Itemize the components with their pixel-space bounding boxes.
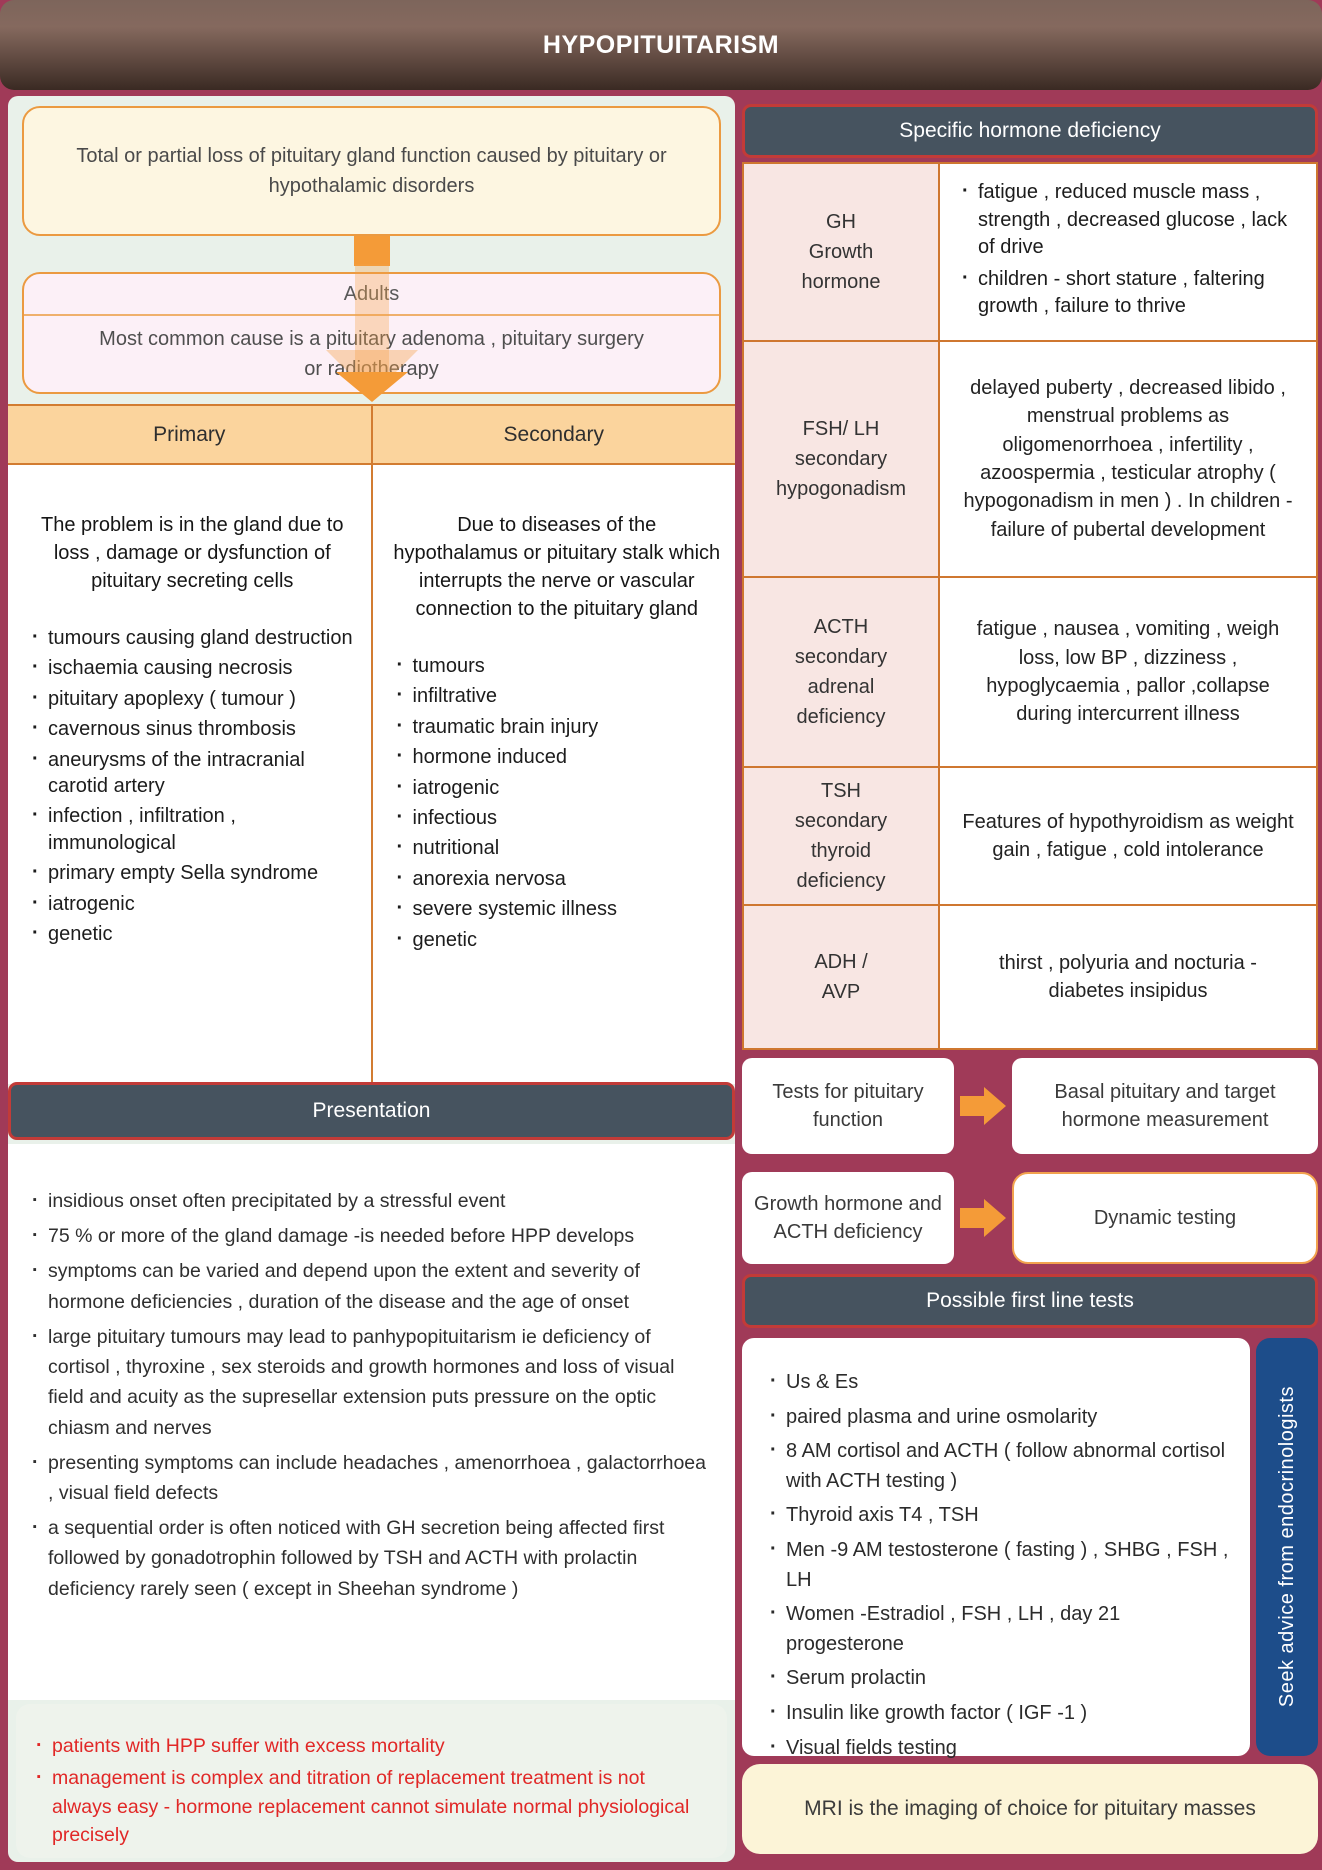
adults-label: Adults <box>24 274 719 316</box>
presentation-header-label: Presentation <box>312 1099 431 1122</box>
bullet-item: · severe systemic illness <box>393 896 726 922</box>
right-arrow-icon <box>954 1172 1012 1264</box>
definition-text: Total or partial loss of pituitary gland function caused by pituitary or hypothalamic disorders <box>76 145 667 197</box>
dynamic-testing-flow-row <box>742 1172 1318 1264</box>
adults-text: Most common cause is a pituitary adenoma , pituitary surgery or radiotherapy <box>99 328 644 380</box>
bullet-item: · cavernous sinus thrombosis <box>28 716 361 742</box>
hormone-name: FSH/ LH secondary hypogonadism <box>744 342 940 576</box>
secondary-intro: Due to diseases of the hypothalamus or pituitary stalk which interrupts the nerve or vascular connection to the pituitary gland <box>393 514 721 620</box>
endocrinologist-advice-bar <box>1256 1338 1318 1756</box>
hormone-name: ACTH secondary adrenal deficiency <box>744 578 940 766</box>
bullet-item: · tumours <box>393 653 726 679</box>
gh-acth-deficiency-label: Growth hormone and ACTH deficiency <box>754 1193 942 1243</box>
primary-header: Primary <box>8 406 373 463</box>
primary-intro: The problem is in the gland due to loss , damage or dysfunction of pituitary secreting cells <box>41 514 344 592</box>
hormone-symptoms: delayed puberty , decreased libido , menstrual problems as oligomenorrhoea , infertility , azoospermia , testicular atrophy ( hypogonadism in men ) . In children - failure of pubertal development <box>963 376 1293 541</box>
bullet-item: · nutritional <box>393 835 726 861</box>
hormone-symptoms: thirst , polyuria and nocturia - diabetes insipidus <box>999 951 1257 1002</box>
basal-pituitary-box <box>1012 1058 1318 1154</box>
first-line-tests-header <box>742 1274 1318 1328</box>
hormone-name: TSH secondary thyroid deficiency <box>744 768 940 904</box>
first-line-tests-list <box>766 1368 1236 1763</box>
bullet-item: · children - short stature , faltering growth , failure to thrive <box>958 266 1302 321</box>
secondary-header: Secondary <box>503 422 604 446</box>
causes-table-header <box>8 404 735 465</box>
arrow-shaft <box>960 1208 984 1228</box>
hormone-row <box>744 578 1316 768</box>
causes-table <box>8 404 735 1084</box>
bullet-item: · Men -9 AM testosterone ( fasting ) , SHBG , FSH , LH <box>766 1536 1236 1595</box>
secondary-cell <box>373 465 736 1084</box>
warning-box <box>16 1704 727 1858</box>
title-bar <box>0 0 1322 90</box>
down-arrow-top <box>354 236 390 266</box>
mri-note-box <box>742 1764 1318 1854</box>
hormone-symptoms: fatigue , nausea , vomiting , weigh loss, low BP , dizziness , hypoglycaemia , pallor ,collapse during intercurrent illness <box>976 618 1280 726</box>
bullet-item: · iatrogenic <box>28 891 361 917</box>
hormone-name: GH Growth hormone <box>744 164 940 340</box>
hormone-row <box>744 768 1316 906</box>
bullet-item: · Insulin like growth factor ( IGF -1 ) <box>766 1699 1236 1729</box>
tests-for-pituitary-label: Tests for pituitary function <box>772 1081 924 1131</box>
presentation-body <box>8 1144 735 1700</box>
dynamic-testing-box <box>1012 1172 1318 1264</box>
bullet-item: · genetic <box>393 927 726 953</box>
warning-bullet-list <box>32 1732 709 1849</box>
right-column <box>742 96 1318 1862</box>
bullet-item: · management is complex and titration of replacement treatment is not always easy - hormone replacement cannot simulate normal physiological precisely <box>32 1764 709 1849</box>
bullet-item: · a sequential order is often noticed with GH secretion being affected first followed by gonadotrophin followed by TSH and ACTH with prolactin deficiency rarely seen ( except in Sheehan syndrome ) <box>28 1513 711 1604</box>
page-title: HYPOPITUITARISM <box>542 30 780 59</box>
hormone-row <box>744 906 1316 1048</box>
presentation-bullet-list <box>28 1186 711 1604</box>
hormone-deficiency-header-label: Specific hormone deficiency <box>899 119 1161 142</box>
basal-pituitary-label: Basal pituitary and target hormone measurement <box>1054 1081 1276 1131</box>
bullet-item: · paired plasma and urine osmolarity <box>766 1403 1236 1433</box>
bullet-item: · symptoms can be varied and depend upon the extent and severity of hormone deficiencies , duration of the disease and the age of onset <box>28 1256 711 1316</box>
bullet-item: · anorexia nervosa <box>393 866 726 892</box>
bullet-item: · infectious <box>393 805 726 831</box>
tests-for-pituitary-box <box>742 1058 954 1154</box>
bullet-item: · 75 % or more of the gland damage -is needed before HPP develops <box>28 1221 711 1251</box>
bullet-item: · 8 AM cortisol and ACTH ( follow abnormal cortisol with ACTH testing ) <box>766 1437 1236 1496</box>
hormone-symptoms <box>940 164 1316 340</box>
bullet-item: · insidious onset often precipitated by a stressful event <box>28 1186 711 1216</box>
bullet-item: · large pituitary tumours may lead to panhypopituitarism ie deficiency of cortisol , thyroxine , sex steroids and growth hormones and loss of visual field and acuity as the supresellar extension puts pressure on the optic chiasm and nerves <box>28 1322 711 1443</box>
hormone-deficiency-header <box>742 104 1318 158</box>
bullet-item: · ischaemia causing necrosis <box>28 655 361 681</box>
bullet-item: · infiltrative <box>393 683 726 709</box>
bullet-item: · patients with HPP suffer with excess mortality <box>32 1732 709 1760</box>
causes-table-body <box>8 465 735 1084</box>
mri-note-text: MRI is the imaging of choice for pituitary masses <box>804 1797 1256 1820</box>
bullet-item: · Us & Es <box>766 1368 1236 1398</box>
first-line-tests-row <box>742 1338 1318 1759</box>
hormone-row <box>744 342 1316 578</box>
hormone-name: ADH / AVP <box>744 906 940 1048</box>
bullet-item: · hormone induced <box>393 744 726 770</box>
bullet-item: · Women -Estradiol , FSH , LH , day 21 progesterone <box>766 1600 1236 1659</box>
primary-cell <box>8 465 373 1084</box>
bullet-item: · tumours causing gland destruction <box>28 625 361 651</box>
definition-box <box>22 106 721 236</box>
bullet-item: · aneurysms of the intracranial carotid artery <box>28 747 361 800</box>
right-arrow-icon <box>954 1058 1012 1154</box>
dynamic-testing-label: Dynamic testing <box>1093 1207 1237 1229</box>
bullet-item: · fatigue , reduced muscle mass , strength , decreased glucose , lack of drive <box>958 179 1302 262</box>
tests-flow-row <box>742 1058 1318 1154</box>
gh-acth-deficiency-box <box>742 1172 954 1264</box>
arrow-head <box>984 1087 1006 1125</box>
hormone-row <box>744 164 1316 342</box>
hormone-table <box>742 162 1318 1050</box>
first-line-tests-header-label: Possible first line tests <box>926 1289 1134 1312</box>
arrow-head <box>984 1199 1006 1237</box>
secondary-bullet-list <box>393 653 726 953</box>
bullet-item: · pituitary apoplexy ( tumour ) <box>28 686 361 712</box>
bullet-item: · traumatic brain injury <box>393 714 726 740</box>
presentation-header <box>8 1082 735 1140</box>
bullet-item: · genetic <box>28 921 361 947</box>
endocrinologist-advice-label: Seek advice from endocrinologists <box>1275 1386 1298 1708</box>
bullet-item: · Thyroid axis T4 , TSH <box>766 1501 1236 1531</box>
primary-bullet-list <box>28 625 361 947</box>
hormone-symptoms: Features of hypothyroidism as weight gain , fatigue , cold intolerance <box>962 810 1294 861</box>
down-arrow-head-icon <box>336 372 408 402</box>
bullet-item: · Visual fields testing <box>766 1734 1236 1764</box>
first-line-tests-box <box>742 1338 1250 1759</box>
bullet-item: · Serum prolactin <box>766 1664 1236 1694</box>
bullet-item: · presenting symptoms can include headaches , amenorrhoea , galactorrhoea , visual field defects <box>28 1448 711 1508</box>
bullet-item: · infection , infiltration , immunological <box>28 803 361 856</box>
arrow-shaft <box>960 1096 984 1116</box>
bullet-item: · primary empty Sella syndrome <box>28 860 361 886</box>
left-panel <box>8 96 735 1862</box>
bullet-item: · iatrogenic <box>393 775 726 801</box>
